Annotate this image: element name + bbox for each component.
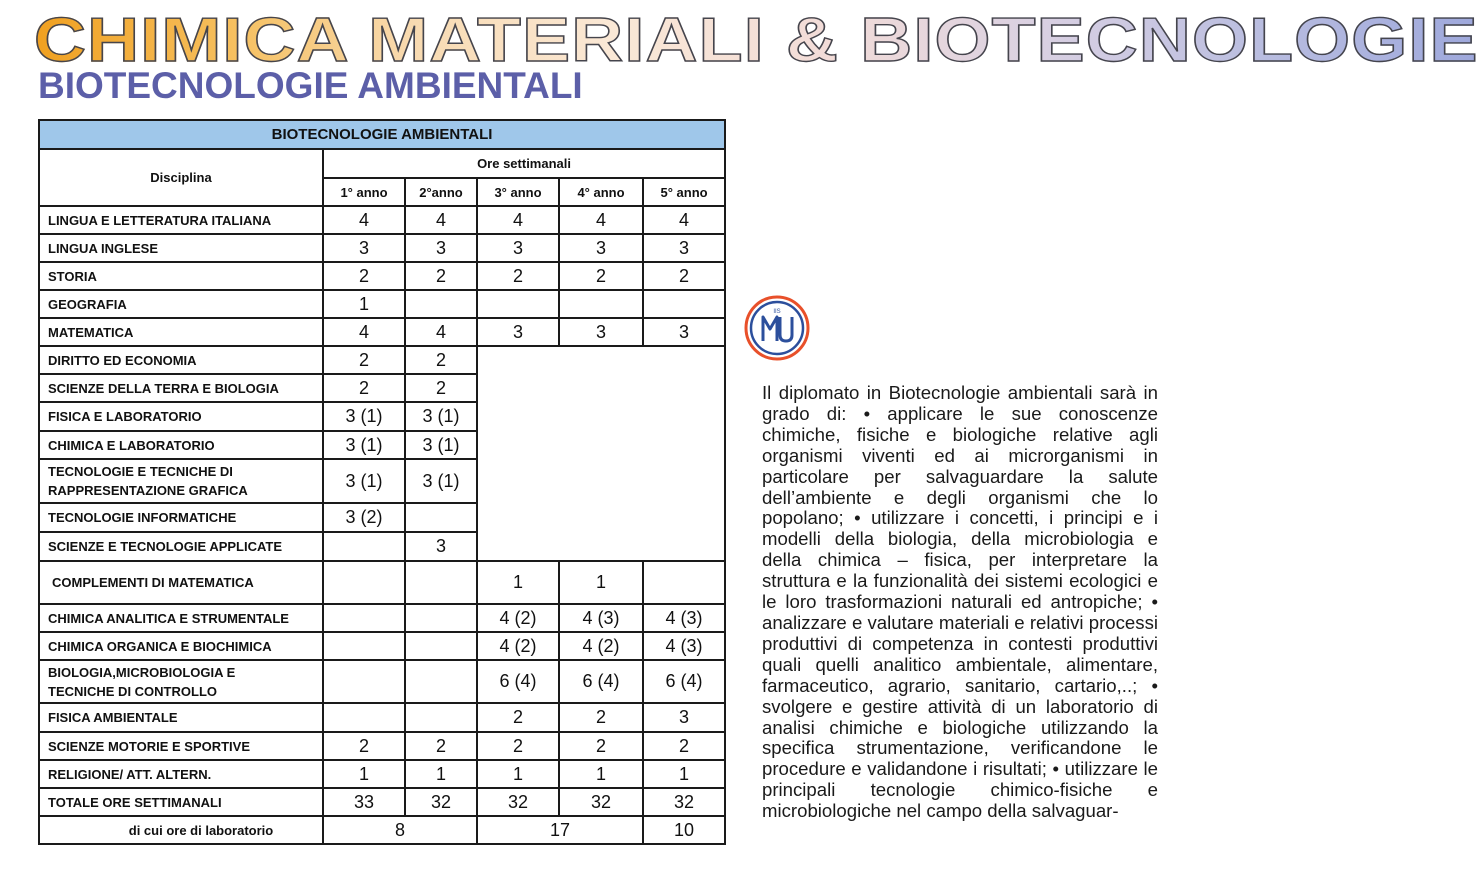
hours-cell: 2 (559, 732, 643, 760)
hours-cell: 2 (323, 374, 405, 402)
discipline-label: SCIENZE MOTORIE E SPORTIVE (39, 732, 323, 760)
discipline-label: STORIA (39, 262, 323, 290)
hours-cell: 3 (559, 318, 643, 346)
hours-cell (323, 532, 405, 561)
hours-cell: 2 (643, 732, 725, 760)
discipline-label: CHIMICA ORGANICA E BIOCHIMICA (39, 632, 323, 660)
hours-cell: 3 (477, 234, 559, 262)
hours-cell: 6 (4) (477, 660, 559, 703)
discipline-label: CHIMICA E LABORATORIO (39, 431, 323, 459)
hours-cell (323, 561, 405, 604)
hours-cell (405, 503, 477, 532)
table-row (39, 346, 725, 374)
table-row (39, 206, 725, 234)
hours-cell: 4 (643, 206, 725, 234)
table-row (39, 660, 725, 703)
hours-cell: 4 (3) (643, 604, 725, 632)
hours-cell: 3 (323, 234, 405, 262)
hours-cell: 3 (1) (405, 402, 477, 431)
hours-cell: 3 (643, 318, 725, 346)
hours-cell: 4 (323, 206, 405, 234)
lab-hours-first-biennium: 8 (323, 816, 477, 844)
discipline-label: FISICA E LABORATORIO (39, 402, 323, 431)
school-crest-icon (744, 295, 810, 361)
hours-cell (323, 632, 405, 660)
discipline-label: RELIGIONE/ ATT. ALTERN. (39, 760, 323, 788)
hours-cell: 2 (405, 346, 477, 374)
hours-cell: 3 (1) (323, 459, 405, 503)
hours-cell (643, 290, 725, 318)
hours-cell: 3 (559, 234, 643, 262)
table-row (39, 732, 725, 760)
hours-cell: 2 (477, 703, 559, 732)
hours-cell (405, 660, 477, 703)
year-header: 3° anno (477, 178, 559, 206)
table-row (39, 262, 725, 290)
hours-cell: 3 (405, 532, 477, 561)
hours-cell: 4 (3) (643, 632, 725, 660)
empty-block (477, 346, 725, 561)
discipline-label: TECNOLOGIE INFORMATICHE (39, 503, 323, 532)
discipline-label-line: TECNICHE DI CONTROLLO (48, 683, 217, 699)
table-row (39, 760, 725, 788)
hours-cell: 3 (1) (405, 459, 477, 503)
hours-cell (323, 660, 405, 703)
year-header: 2°anno (405, 178, 477, 206)
hours-cell: 1 (477, 561, 559, 604)
hours-cell: 32 (477, 788, 559, 816)
hours-cell: 3 (643, 703, 725, 732)
discipline-label: FISICA AMBIENTALE (39, 703, 323, 732)
discipline-label (39, 660, 323, 703)
hours-cell: 4 (3) (559, 604, 643, 632)
discipline-label-line: BIOLOGIA,MICROBIOLOGIA E (48, 664, 236, 680)
hours-cell: 1 (405, 760, 477, 788)
course-description: Il diplomato in Biotecnologie ambientali sarà in grado di: • applicare le sue conoscenze chimiche, fisiche e biologiche relative agli organismi viventi ed ai microrganismi in particolare per salvaguardare la salute dell’ambiente e degli organismi che lo popolano; • utilizzare i concetti, i principi e i modelli della biologia, della microbiologia e della chimica – fisica, per interpretare la struttura e la funzionalità dei sistemi ecologici e le loro trasformazioni naturali ed antropiche; • analizzare e valutare materiali e relativi processi produttivi di competenza in contesti produttivi quali quelli analitico ambientale, alimentare, farmaceutico, agrario, sanitario, cartario,..; • svolgere e gestire attività di un laboratorio di analisi chimiche e biologiche utilizzando la specifica strumentazione, verificandone le procedure e validandone i risultati; • utilizzare le principali tecnologie chimico-fisiche e microbiologiche nel campo della salvaguar- (762, 382, 1158, 822)
table-row (39, 290, 725, 318)
discipline-label: LINGUA INGLESE (39, 234, 323, 262)
hours-cell: 1 (559, 760, 643, 788)
hours-cell: 6 (4) (559, 660, 643, 703)
hours-cell (405, 561, 477, 604)
hours-cell: 2 (477, 262, 559, 290)
hours-cell: 1 (559, 561, 643, 604)
hours-cell: 2 (643, 262, 725, 290)
hours-cell: 4 (477, 206, 559, 234)
discipline-label: MATEMATICA (39, 318, 323, 346)
hours-cell: 1 (323, 290, 405, 318)
table-caption: BIOTECNOLOGIE AMBIENTALI (39, 120, 725, 149)
table-row (39, 632, 725, 660)
table-row (39, 234, 725, 262)
discipline-header: Disciplina (39, 149, 323, 206)
hours-cell: 4 (405, 206, 477, 234)
hours-cell (323, 604, 405, 632)
hours-cell: 1 (643, 760, 725, 788)
discipline-label: LINGUA E LETTERATURA ITALIANA (39, 206, 323, 234)
hours-cell: 32 (643, 788, 725, 816)
page-subtitle: BIOTECNOLOGIE AMBIENTALI (38, 65, 583, 106)
hours-cell: 3 (2) (323, 503, 405, 532)
hours-cell (323, 703, 405, 732)
hours-cell (405, 604, 477, 632)
discipline-label: COMPLEMENTI DI MATEMATICA (39, 561, 323, 604)
hours-cell: 1 (477, 760, 559, 788)
hours-header: Ore settimanali (323, 149, 725, 178)
lab-hours-second-biennium: 17 (477, 816, 643, 844)
discipline-label: CHIMICA ANALITICA E STRUMENTALE (39, 604, 323, 632)
hours-cell (559, 290, 643, 318)
hours-cell (405, 632, 477, 660)
hours-cell: 2 (405, 262, 477, 290)
table-row (39, 561, 725, 604)
hours-cell: 3 (405, 234, 477, 262)
hours-cell: 3 (643, 234, 725, 262)
hours-cell: 4 (323, 318, 405, 346)
hours-cell: 4 (405, 318, 477, 346)
hours-cell: 33 (323, 788, 405, 816)
hours-cell (643, 561, 725, 604)
hours-cell: 2 (323, 346, 405, 374)
hours-cell (477, 290, 559, 318)
lab-hours-label: di cui ore di laboratorio (39, 816, 323, 844)
logo-text: IIS (773, 309, 781, 315)
hours-cell: 32 (559, 788, 643, 816)
discipline-label: DIRITTO ED ECONOMIA (39, 346, 323, 374)
discipline-label-line: TECNOLOGIE E TECNICHE DI (48, 464, 233, 479)
discipline-label: SCIENZE DELLA TERRA E BIOLOGIA (39, 374, 323, 402)
hours-cell: 2 (477, 732, 559, 760)
hours-cell: 2 (559, 262, 643, 290)
hours-cell: 2 (323, 732, 405, 760)
hours-cell: 2 (323, 262, 405, 290)
hours-cell: 1 (323, 760, 405, 788)
hours-cell: 4 (559, 206, 643, 234)
hours-cell: 3 (1) (323, 402, 405, 431)
hours-cell: 3 (1) (323, 431, 405, 459)
hours-cell: 2 (405, 374, 477, 402)
hours-cell: 6 (4) (643, 660, 725, 703)
hours-cell (405, 703, 477, 732)
year-header: 1° anno (323, 178, 405, 206)
discipline-label: TOTALE ORE SETTIMANALI (39, 788, 323, 816)
table-row (39, 788, 725, 816)
hours-cell: 32 (405, 788, 477, 816)
discipline-label: GEOGRAFIA (39, 290, 323, 318)
year-header: 4° anno (559, 178, 643, 206)
hours-cell (405, 290, 477, 318)
curriculum-table (38, 119, 726, 845)
hours-cell: 3 (1) (405, 431, 477, 459)
lab-hours-fifth-year: 10 (643, 816, 725, 844)
hours-cell: 4 (2) (477, 632, 559, 660)
discipline-label: SCIENZE E TECNOLOGIE APPLICATE (39, 532, 323, 561)
table-row (39, 318, 725, 346)
hours-cell: 3 (477, 318, 559, 346)
discipline-label-line: RAPPRESENTAZIONE GRAFICA (48, 483, 248, 498)
hours-cell: 2 (405, 732, 477, 760)
discipline-label (39, 459, 323, 503)
table-row (39, 703, 725, 732)
page-title: CHIMICA MATERIALI & BIOTECNOLOGIE (34, 6, 1479, 75)
table-row (39, 604, 725, 632)
lab-hours-row (39, 816, 725, 844)
hours-cell: 2 (559, 703, 643, 732)
year-header: 5° anno (643, 178, 725, 206)
hours-cell: 4 (2) (477, 604, 559, 632)
hours-cell: 4 (2) (559, 632, 643, 660)
